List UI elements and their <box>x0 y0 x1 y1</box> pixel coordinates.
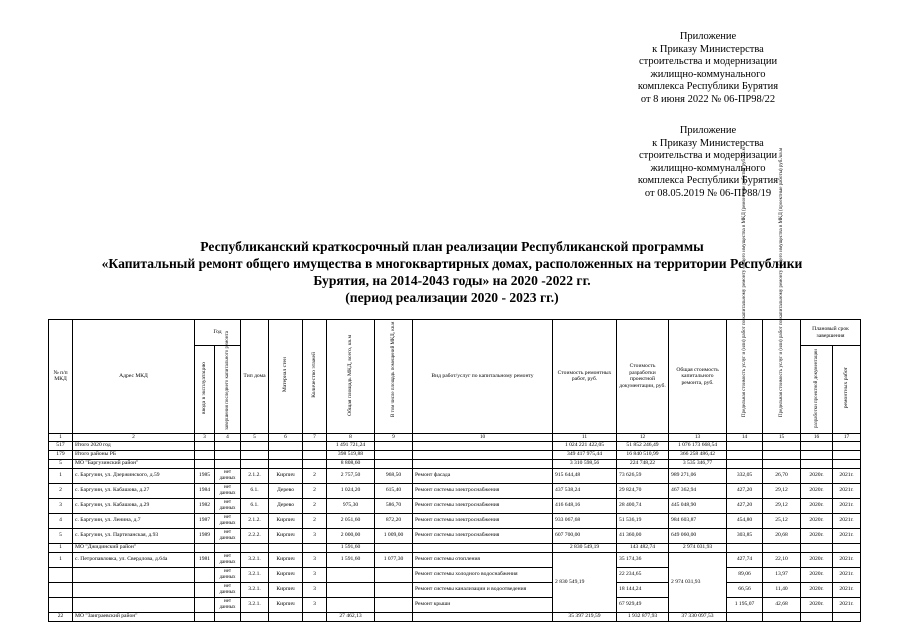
cell: с. Баргузин, ул. Партизанская, д.93 <box>73 528 195 543</box>
cell: 2021г. <box>833 597 861 612</box>
cell: 2.1.2. <box>241 468 269 483</box>
cell: 467 362,94 <box>669 483 727 498</box>
column-number: 3 <box>195 433 215 441</box>
cell: 5 <box>49 528 73 543</box>
cell: 67 929,49 <box>617 597 669 612</box>
cell: 1 <box>49 543 73 552</box>
cell: 66,56 <box>727 582 763 597</box>
cell: Дерево <box>269 498 303 513</box>
cell: 1 195,07 <box>727 597 763 612</box>
cell: 8 808,60 <box>327 459 375 468</box>
table-row <box>49 468 861 483</box>
cell: 2021г. <box>833 528 861 543</box>
header-limit-cost-design: Предельная стоимость услуг и (или) работ по капитальному ремонту общего имущества в МКД (проектные работы) руб./кв.м <box>763 320 801 434</box>
cell: Ремонт системы электроснабжения <box>413 513 553 528</box>
cell: нет данных <box>215 597 241 612</box>
cell: 224 748,22 <box>617 459 669 468</box>
cell: 42,68 <box>763 597 801 612</box>
cell: 2 830 549,19 <box>553 552 617 612</box>
cell: Ремонт системы электроснабжения <box>413 498 553 513</box>
cell: 2021г. <box>833 567 861 582</box>
cell: 25,12 <box>763 513 801 528</box>
header-year-commission: ввода в эксплуатацию <box>195 346 215 434</box>
cell: с. Петропавловка, ул. Свердлова, д.64а <box>73 552 195 567</box>
cell: 1 024 221 422,05 <box>553 441 617 450</box>
cell: 29,12 <box>763 483 801 498</box>
cell: 1 076 173 668,54 <box>669 441 727 450</box>
municipality-row <box>49 612 861 621</box>
municipality-row <box>49 459 861 468</box>
cell: Кирпич <box>269 582 303 597</box>
cell: 2 974 031,93 <box>669 543 727 552</box>
title-line: (период реализации 2020 - 2023 гг.) <box>345 290 559 305</box>
cell: Кирпич <box>269 528 303 543</box>
appendix-line: комплекса Республики Бурятия <box>637 81 779 93</box>
cell: 2020г. <box>801 483 833 498</box>
column-number: 4 <box>215 433 241 441</box>
title-line: Республиканский краткосрочный план реализации Республиканской программы <box>200 239 704 254</box>
cell: 1 024,20 <box>327 483 375 498</box>
cell: 35 397 219,59 <box>553 612 617 621</box>
cell: 607 700,00 <box>553 528 617 543</box>
cell: 1985 <box>195 468 215 483</box>
cell: 1 491 721,24 <box>327 441 375 450</box>
cell: 2 974 031,93 <box>669 552 727 612</box>
cell: 3 <box>49 498 73 513</box>
cell: 517 <box>49 441 73 450</box>
cell: с. Баргузин, ул. Кабашова, д.27 <box>73 483 195 498</box>
cell: 3 <box>303 597 327 612</box>
cell: 366 258 486,42 <box>669 450 727 459</box>
cell: 1987 <box>195 513 215 528</box>
cell: с. Баргузин, ул. Кабашова, д.29 <box>73 498 195 513</box>
cell: 968,50 <box>375 468 413 483</box>
cell: Ремонт системы электроснабжения <box>413 528 553 543</box>
column-number-row <box>49 433 861 441</box>
cell: Итого районы РБ <box>73 450 195 459</box>
cell: 37 330 097,53 <box>669 612 727 621</box>
cell: 437 538,24 <box>553 483 617 498</box>
cell: 2.1.2. <box>241 513 269 528</box>
header-num: № п/п МКД <box>49 320 73 434</box>
title-line: Бурятия, на 2014-2043 годы» на 2020 -2022 гг. <box>313 273 591 288</box>
column-number: 8 <box>327 433 375 441</box>
header-deadline-design: разработки проектной документации <box>801 346 833 434</box>
cell: 2021г. <box>833 513 861 528</box>
cell: 20,68 <box>763 528 801 543</box>
cell: 13,97 <box>763 567 801 582</box>
cell: 2.2.2. <box>241 528 269 543</box>
cell: 1 <box>49 468 73 483</box>
cell: 51 536,19 <box>617 513 669 528</box>
cell: Ремонт системы канализации и водоотведения <box>413 582 553 597</box>
header-repair-cost: Стоимость ремонтных работ, руб. <box>553 320 617 434</box>
cell: 11,40 <box>763 582 801 597</box>
cell: 2 <box>49 483 73 498</box>
cell: нет данных <box>215 483 241 498</box>
appendix-line: жилищно-коммунального <box>650 68 766 80</box>
column-number: 10 <box>413 433 553 441</box>
cell: 41 360,00 <box>617 528 669 543</box>
cell: 1 <box>49 552 73 567</box>
cell: Дерево <box>269 483 303 498</box>
cell: нет данных <box>215 582 241 597</box>
table-row <box>49 567 861 582</box>
cell: 2 <box>303 498 327 513</box>
cell: 3.2.1. <box>241 597 269 612</box>
cell: Ремонт системы холодного водоснабжения <box>413 567 553 582</box>
cell: 2020г. <box>801 582 833 597</box>
table-row <box>49 582 861 597</box>
cell: нет данных <box>215 468 241 483</box>
cell: 427,20 <box>727 498 763 513</box>
cell: 143 482,74 <box>617 543 669 552</box>
cell: 5 <box>49 459 73 468</box>
cell: Итого 2020 год <box>73 441 195 450</box>
cell: 1 932 877,93 <box>617 612 669 621</box>
header-deadline-group: Плановый срок завершения <box>801 320 861 346</box>
cell: 984 603,87 <box>669 513 727 528</box>
cell: 872,20 <box>375 513 413 528</box>
cell: 975,30 <box>327 498 375 513</box>
appendix-line: строительства и модернизации <box>638 56 778 68</box>
table-row <box>49 513 861 528</box>
cell: 3 310 598,56 <box>553 459 617 468</box>
cell: 445 048,90 <box>669 498 727 513</box>
cell: 2020г. <box>801 597 833 612</box>
header-limit-cost-repair: Предельная стоимость услуг и (или) работ по капитальному ремонту общего имущества в МКД (ремонтные работы) руб./кв.м <box>727 320 763 434</box>
cell: 26,70 <box>763 468 801 483</box>
cell: нет данных <box>215 552 241 567</box>
cell: 989 271,06 <box>669 468 727 483</box>
cell: 6.1. <box>241 483 269 498</box>
cell: МО "Заиграевский район" <box>73 612 195 621</box>
header-house-type: Тип дома <box>241 320 269 434</box>
cell: 2021г. <box>833 552 861 567</box>
cell: 2 <box>303 483 327 498</box>
cell: 349 417 975,44 <box>553 450 617 459</box>
appendix-line: комплекса Республики Бурятия <box>637 175 779 187</box>
cell: Ремонт фасада <box>413 468 553 483</box>
municipality-row <box>49 543 861 552</box>
cell: 649 060,00 <box>669 528 727 543</box>
table-row <box>49 528 861 543</box>
column-number: 12 <box>617 433 669 441</box>
appendix-line: к Приказу Министерства <box>652 43 764 55</box>
cell: нет данных <box>215 528 241 543</box>
cell: МО "Джидинский район" <box>73 543 195 552</box>
cell: 2 000,00 <box>327 528 375 543</box>
cell: 89,06 <box>727 567 763 582</box>
cell: 915 644,48 <box>553 468 617 483</box>
column-number: 15 <box>763 433 801 441</box>
column-number: 11 <box>553 433 617 441</box>
header-wall-material: Материал стен <box>269 320 303 434</box>
header-total-cost: Общая стоимость капитального ремонта, руб. <box>669 320 727 434</box>
column-number: 5 <box>241 433 269 441</box>
cell: 1982 <box>195 498 215 513</box>
cell: 1 009,00 <box>375 528 413 543</box>
total-row-2020 <box>49 441 861 450</box>
cell: 22 234,65 <box>617 567 669 582</box>
title-line: «Капитальный ремонт общего имущества в многоквартирных домах, расположенных на территории Республики <box>101 256 803 271</box>
cell: 35 174,36 <box>617 552 669 567</box>
cell: 2020г. <box>801 468 833 483</box>
cell: 3 <box>303 552 327 567</box>
cell: 615,40 <box>375 483 413 498</box>
cell: 2 051,60 <box>327 513 375 528</box>
column-number: 13 <box>669 433 727 441</box>
cell: 586,70 <box>375 498 413 513</box>
cell: Кирпич <box>269 552 303 567</box>
cell: 3 <box>303 582 327 597</box>
cell: 3.2.1. <box>241 582 269 597</box>
header-year-group: Год <box>195 320 241 346</box>
column-number: 17 <box>833 433 861 441</box>
cell: 73 626,59 <box>617 468 669 483</box>
cell: 22,10 <box>763 552 801 567</box>
cell: 3 535 346,77 <box>669 459 727 468</box>
column-number: 14 <box>727 433 763 441</box>
cell: 51 852 246,49 <box>617 441 669 450</box>
cell: Кирпич <box>269 468 303 483</box>
cell: Ремонт системы отопления <box>413 552 553 567</box>
column-number: 16 <box>801 433 833 441</box>
cell: 22 <box>49 612 73 621</box>
header-total-area: Общая площадь МКД, всего, кв.м <box>327 320 375 434</box>
cell: нет данных <box>215 567 241 582</box>
cell: 2 830 549,19 <box>553 543 617 552</box>
cell: 1 591,60 <box>327 543 375 552</box>
cell: с. Баргузин, ул. Дзержинского, д.59 <box>73 468 195 483</box>
cell: 27 462,13 <box>327 612 375 621</box>
appendix-line: от 8 июня 2022 № 06-ПР98/22 <box>640 93 776 105</box>
cell: МО "Баргузинский район" <box>73 459 195 468</box>
header-floors: Количество этажей <box>303 320 327 434</box>
cell: 179 <box>49 450 73 459</box>
column-number: 2 <box>73 433 195 441</box>
cell: 2020г. <box>801 498 833 513</box>
cell: 2 757,50 <box>327 468 375 483</box>
cell: 2 <box>303 468 327 483</box>
table-row <box>49 552 861 567</box>
column-number: 6 <box>269 433 303 441</box>
cell: 427,20 <box>727 483 763 498</box>
header-design-cost: Стоимость разработки проектной документации, руб. <box>617 320 669 434</box>
cell: 2020г. <box>801 513 833 528</box>
appendix-block-1 <box>598 31 818 107</box>
cell: 29 824,70 <box>617 483 669 498</box>
cell: 2 <box>303 513 327 528</box>
appendix-line: Приложение <box>679 31 737 42</box>
cell: 2021г. <box>833 582 861 597</box>
cell: 3.2.1. <box>241 552 269 567</box>
cell: 3 <box>303 528 327 543</box>
cell: 2021г. <box>833 483 861 498</box>
cell: 303,85 <box>727 528 763 543</box>
header-living-area: В том числе площадь помещений МКД, кв.м <box>375 320 413 434</box>
cell: нет данных <box>215 513 241 528</box>
cell: 18 144,24 <box>617 582 669 597</box>
appendix-line: от 08.05.2019 № 06-ПР88/19 <box>644 187 772 199</box>
appendix-block-2 <box>598 125 818 201</box>
cell: 2021г. <box>833 498 861 513</box>
cell: 1989 <box>195 528 215 543</box>
cell: 427,74 <box>727 552 763 567</box>
cell: с. Баргузин, ул. Ленина, д.7 <box>73 513 195 528</box>
cell: 1981 <box>195 552 215 567</box>
header-work-type: Вид работ/услуг по капитальному ремонту <box>413 320 553 434</box>
header-address: Адрес МКД <box>73 320 195 434</box>
cell: 4 <box>49 513 73 528</box>
appendix-line: к Приказу Министерства <box>652 137 764 149</box>
column-number: 7 <box>303 433 327 441</box>
cell: 3.2.1. <box>241 567 269 582</box>
cell: Кирпич <box>269 567 303 582</box>
table-row <box>49 498 861 513</box>
column-number: 9 <box>375 433 413 441</box>
cell: 3 <box>303 567 327 582</box>
document-title <box>40 238 864 306</box>
cell: 1 077,30 <box>375 552 413 567</box>
cell: 1984 <box>195 483 215 498</box>
cell: 2020г. <box>801 528 833 543</box>
total-row-regions <box>49 450 861 459</box>
cell: Кирпич <box>269 513 303 528</box>
cell: 454,80 <box>727 513 763 528</box>
cell: нет данных <box>215 498 241 513</box>
cell: 416 648,16 <box>553 498 617 513</box>
header-deadline-repair: ремонтных работ <box>833 346 861 434</box>
cell: 2021г. <box>833 468 861 483</box>
cell: 29,12 <box>763 498 801 513</box>
header-year-last-repair: завершения последнего капитального ремонта <box>215 346 241 434</box>
cell: 398 519,88 <box>327 450 375 459</box>
cell: 28 400,74 <box>617 498 669 513</box>
column-number: 1 <box>49 433 73 441</box>
cell: 1 591,60 <box>327 552 375 567</box>
table-row <box>49 483 861 498</box>
cell: 332,05 <box>727 468 763 483</box>
cell: Ремонт крыши <box>413 597 553 612</box>
cell: Кирпич <box>269 597 303 612</box>
appendix-line: Приложение <box>679 125 737 136</box>
appendix-line: жилищно-коммунального <box>650 162 766 174</box>
cell: 2020г. <box>801 567 833 582</box>
cell: 16 840 510,99 <box>617 450 669 459</box>
cell: 6.1. <box>241 498 269 513</box>
cell: Ремонт системы электроснабжения <box>413 483 553 498</box>
cell: 933 067,68 <box>553 513 617 528</box>
table-row <box>49 597 861 612</box>
cell: 2020г. <box>801 552 833 567</box>
appendix-line: строительства и модернизации <box>638 150 778 162</box>
